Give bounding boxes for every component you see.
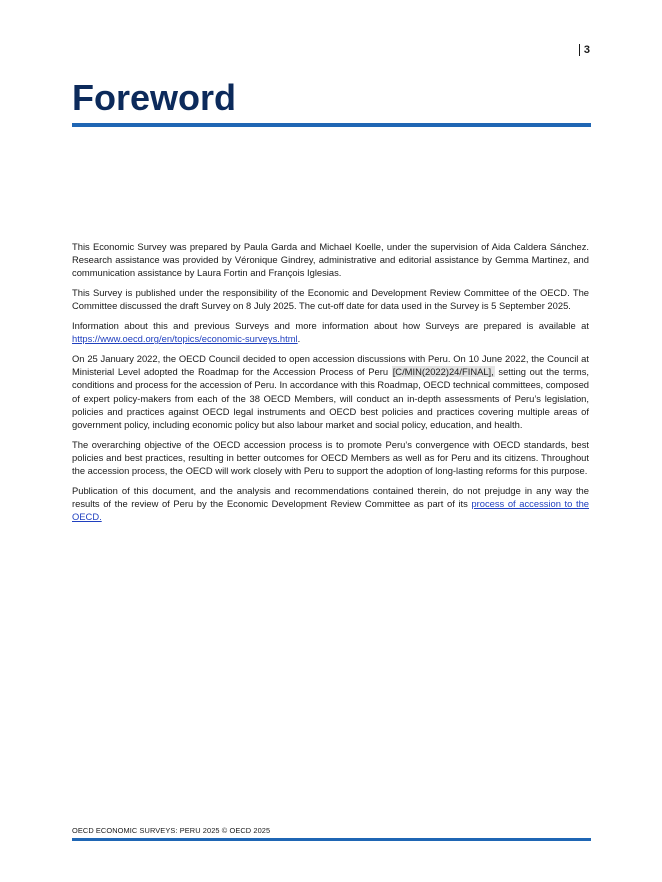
footer-text: OECD ECONOMIC SURVEYS: PERU 2025 © OECD 2025 (72, 826, 271, 835)
paragraph-objective: The overarching objective of the OECD accession process is to promote Peru’s convergence with OECD standards, best policies and best practices, resulting in better outcomes for OECD Members as well as for Peru and its citizens. Throughout the accession process, the OECD will work closely with Peru to support the adoption of long-lasting reforms for this purpose. (72, 438, 589, 477)
paragraph-responsibility: This Survey is published under the responsibility of the Economic and Development Review Committee of the OECD. The Committee discussed the draft Survey on 8 July 2025. The cut-off date for data used in the Survey is 5 September 2025. (72, 287, 589, 312)
page-number (579, 44, 590, 56)
accession-text-end: setting out the terms, conditions and process for the accession of Peru. In accordance with this Roadmap, OECD technical committees, composed of expert policy-makers from each of the 38 OECD Members, will conduct an in-depth assessments of Peru’s legislation, policies and practices against OECD legal instruments and OECD best policies and practices covering multiple areas of government policy, including economic policy but also labour market and social policy, education, and health. (72, 366, 589, 430)
disclaimer-text: Publication of this document, and the analysis and recommendations contained therein, do not prejudge in any way the results of the review of Peru by the Economic Development Review Committee as part of its (72, 484, 589, 509)
paragraph-accession (72, 352, 589, 431)
paragraph-credits: This Economic Survey was prepared by Paula Garda and Michael Koelle, under the supervision of Aida Caldera Sánchez. Research assistance was provided by Véronique Gindrey, administrative and editorial assistance by Gemma Martinez, and communication assistance by Laura Fortin and François Iglesias. (72, 241, 589, 279)
page-title: Foreword (72, 77, 237, 118)
title-divider (72, 123, 591, 127)
roadmap-reference: [C/MIN(2022)24/FINAL], (392, 366, 494, 378)
paragraph-more-info (72, 319, 589, 345)
accession-process-link[interactable]: process of accession to the OECD. (72, 497, 590, 523)
page-number-value: 3 (579, 44, 590, 56)
surveys-link[interactable]: https://www.oecd.org/en/topics/economic-surveys.html (72, 333, 298, 345)
more-info-end: . (297, 333, 301, 345)
more-info-text: Information about this and previous Surveys and more information about how Surveys are prepared is available at (72, 320, 589, 332)
paragraph-disclaimer (72, 484, 589, 524)
foreword-body (72, 240, 589, 530)
accession-text-start: On 25 January 2022, the OECD Council decided to open accession discussions with Peru. On 10 June 2022, the Council at Ministerial Level adopted the Roadmap for the Accession Process of Peru (72, 352, 589, 378)
footer-divider (72, 838, 591, 841)
